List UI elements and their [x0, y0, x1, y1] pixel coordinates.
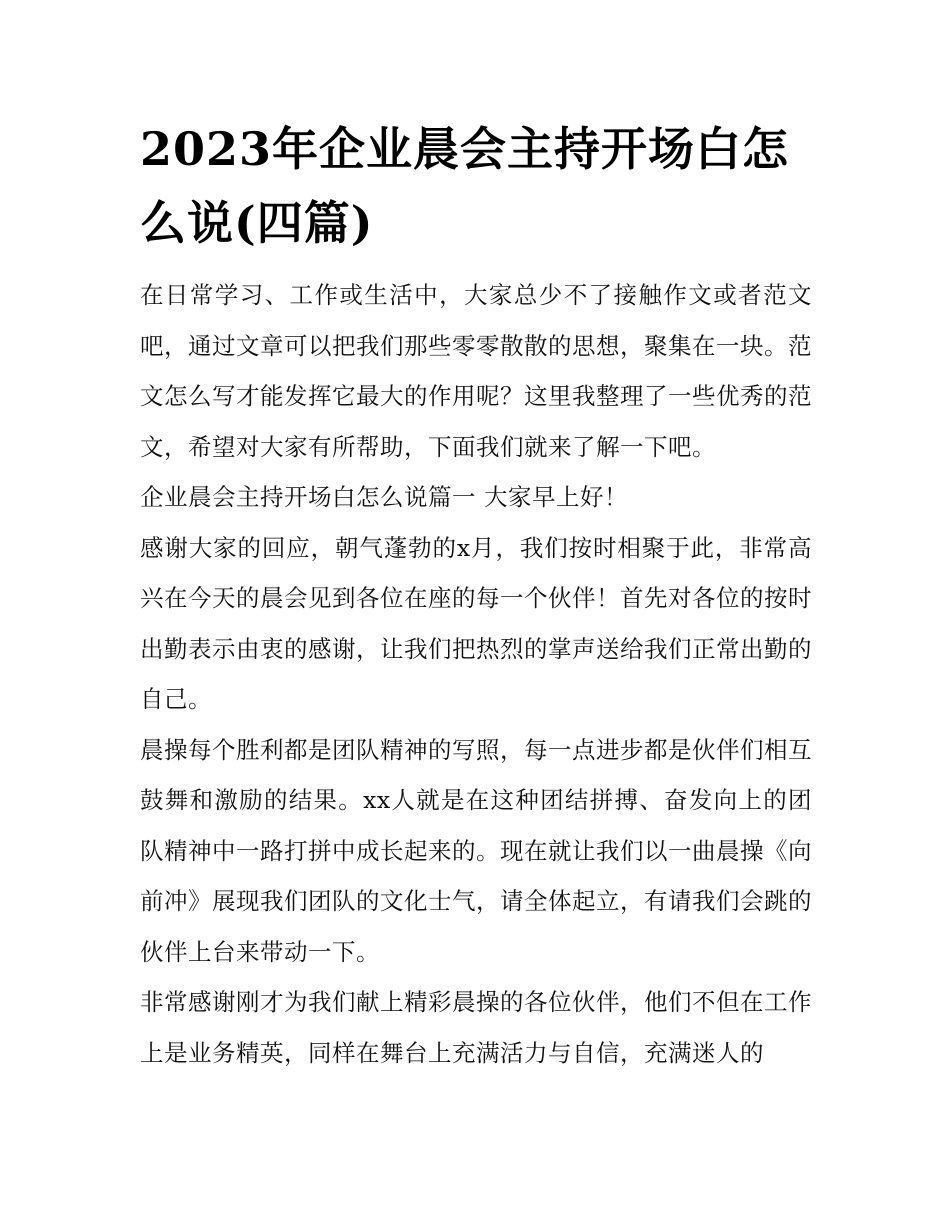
paragraph-thanks: 感谢大家的回应，朝气蓬勃的x月，我们按时相聚于此，非常高兴在今天的晨会见到各位在座的每一个伙伴！首先对各位的按时出勤表示由衷的感谢，让我们把热烈的掌声送给我们正常出勤的自己。 [140, 533, 812, 713]
paragraph-appreciation: 非常感谢刚才为我们献上精彩晨操的各位伙伴，他们不但在工作上是业务精英，同样在舞台上充满活力与自信，充满迷人的 [140, 988, 812, 1067]
paragraph-intro: 在日常学习、工作或生活中，大家总少不了接触作文或者范文吧，通过文章可以把我们那些零零散散的思想，聚集在一块。范文怎么写才能发挥它最大的作用呢？这里我整理了一些优秀的范文，希望对大家有所帮助，下面我们就来了解一下吧。 [140, 281, 812, 461]
paragraph-section-heading: 企业晨会主持开场白怎么说篇一 大家早上好！ [140, 483, 628, 511]
document-title: 2023年企业晨会主持开场白怎么说(四篇) [140, 122, 790, 250]
paragraph-morning-exercise: 晨操每个胜利都是团队精神的写照，每一点进步都是伙伴们相互鼓舞和激励的结果。xx人就是在这种团结拼搏、奋发向上的团队精神中一路打拼中成长起来的。现在就让我们以一曲晨操《向前冲》展现我们团队的文化士气，请全体起立，有请我们会跳的伙伴上台来带动一下。 [140, 735, 812, 966]
document-page [140, 112, 812, 1078]
document-body [140, 270, 812, 1078]
